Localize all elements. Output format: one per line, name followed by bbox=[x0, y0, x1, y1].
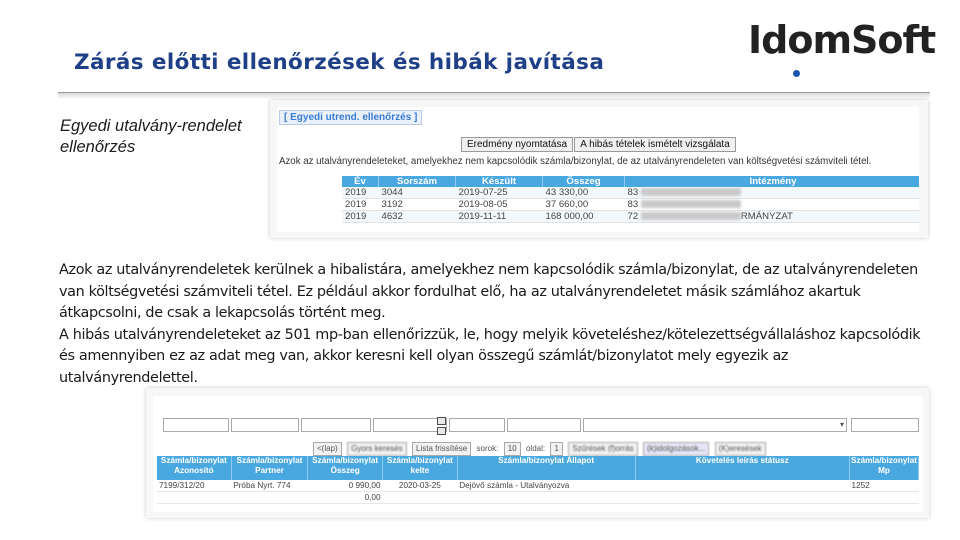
slide-title: Zárás előtti ellenőrzések és hibák javítása bbox=[74, 50, 605, 75]
table-row[interactable] bbox=[157, 492, 919, 504]
body-paragraph-1: Azok az utalványrendeletek kerülnek a hibalistára, amelyekhez nem kapcsolódik számla/bizonylat, de az utalványrendeleten van költségvetési számviteli tétel. Ez például akkor fordulhat elő, ha az utalványrendeletet másik számlához akartuk átkapcsolni, de csak a lekapcsolás történt meg. bbox=[59, 262, 918, 321]
filter-field-5[interactable] bbox=[449, 418, 505, 432]
cell-osszeg: 37 660,00 bbox=[543, 199, 625, 211]
cell-keszult: 2019-08-05 bbox=[456, 199, 543, 211]
cell-kelte: 2020-03-25 bbox=[383, 480, 458, 492]
redacted-text bbox=[641, 200, 741, 208]
column-header-osszeg[interactable]: Számla/bizonylat Összeg bbox=[308, 456, 383, 480]
cell-sorszam: 3044 bbox=[379, 187, 456, 199]
intezmeny-code: 72 bbox=[627, 211, 639, 222]
cell-azonosito: 7199/312/20 bbox=[157, 480, 231, 492]
cell-mp: 1252 bbox=[850, 480, 919, 492]
cell-kelte bbox=[383, 492, 458, 504]
invoice-table bbox=[157, 456, 919, 504]
options-button[interactable]: (k)idolgozások... bbox=[643, 442, 709, 456]
table-row[interactable] bbox=[342, 199, 919, 211]
searches-button[interactable]: (K)eresések bbox=[715, 442, 766, 456]
cell-osszeg: 168 000,00 bbox=[543, 211, 625, 223]
cell-ev: 2019 bbox=[342, 199, 379, 211]
table-row[interactable] bbox=[342, 211, 919, 223]
print-result-button[interactable]: Eredmény nyomtatása bbox=[461, 137, 573, 152]
column-header-mp[interactable]: Számla/bizonylat Mp bbox=[850, 456, 919, 480]
column-header-sorszam[interactable]: Sorszám bbox=[379, 176, 456, 187]
check-description: Azok az utalványrendeleteket, amelyekhez nem kapcsolódik számla/bizonylat, de az utalványrendeleten van költségvetési számviteli tétel. bbox=[279, 156, 872, 167]
column-header-allapot[interactable]: Számla/bizonylat Állapot bbox=[457, 456, 635, 480]
cell-osszeg: 0 990,00 bbox=[308, 480, 383, 492]
refresh-list-button[interactable]: Lista frissítése bbox=[412, 442, 471, 456]
filter-source-button[interactable]: Szűrések (f)orrás bbox=[568, 442, 637, 456]
cell-statusz bbox=[635, 480, 849, 492]
column-header-kelte[interactable]: Számla/bizonylat kelte bbox=[383, 456, 458, 480]
chevron-down-icon[interactable]: ▾ bbox=[839, 420, 844, 429]
filter-field-2[interactable] bbox=[231, 418, 299, 432]
section-subtitle: Egyedi utalvány-rendelet ellenőrzés bbox=[60, 117, 242, 156]
recheck-errors-button[interactable]: A hibás tételek ismételt vizsgálata bbox=[574, 137, 736, 152]
cell-sorszam: 4632 bbox=[379, 211, 456, 223]
logo-dot bbox=[793, 70, 800, 77]
table-row[interactable] bbox=[157, 480, 919, 492]
cell-intezmeny bbox=[625, 211, 920, 223]
cell-statusz bbox=[635, 492, 849, 504]
cell-osszeg: 0,00 bbox=[308, 492, 383, 504]
screenshot-check-panel bbox=[270, 100, 928, 238]
page-label: oldal: bbox=[525, 444, 546, 453]
intezmeny-suffix: RMÁNYZAT bbox=[740, 211, 793, 222]
cell-mp bbox=[850, 492, 919, 504]
body-paragraph-2: A hibás utalványrendeleteket az 501 mp-ban ellenőrizzük, le, hogy melyik követeléshez/kötelezettségvállaláshoz kapcsolódik és amennyiben ez az adat meg van, akkor keresni kell olyan összegű számlát/bizonylatot mely egyezik az utalványrendelettel. bbox=[59, 326, 921, 386]
column-header-partner[interactable]: Számla/bizonylat Partner bbox=[231, 456, 308, 480]
cell-azonosito bbox=[157, 492, 231, 504]
filter-dropdown[interactable] bbox=[583, 418, 847, 432]
screenshot-invoice-list bbox=[146, 388, 929, 518]
filter-field-1[interactable] bbox=[163, 418, 229, 432]
cell-intezmeny bbox=[625, 199, 920, 211]
prev-page-button[interactable]: <(lap) bbox=[313, 442, 342, 456]
column-header-ev[interactable]: Év bbox=[342, 176, 379, 187]
cell-ev: 2019 bbox=[342, 211, 379, 223]
panel-title-tab[interactable]: [ Egyedi utrend. ellenőrzés ] bbox=[279, 110, 422, 125]
rows-label: sorok: bbox=[476, 444, 499, 453]
column-header-intezmeny[interactable]: Intézmény bbox=[625, 176, 920, 187]
company-logo bbox=[748, 18, 938, 74]
title-divider-shadow bbox=[58, 93, 930, 99]
body-text bbox=[59, 260, 929, 389]
quick-search-input[interactable]: Gyors keresés bbox=[347, 442, 407, 456]
filter-field-6[interactable] bbox=[507, 418, 581, 432]
cell-allapot bbox=[457, 492, 635, 504]
cell-allapot: Dejövő számla - Utalványozva bbox=[457, 480, 635, 492]
intezmeny-code: 83 bbox=[627, 199, 639, 210]
column-header-osszeg[interactable]: Összeg bbox=[543, 176, 625, 187]
rows-select[interactable]: 10 bbox=[504, 442, 521, 456]
cell-sorszam: 3192 bbox=[379, 199, 456, 211]
calendar-icon[interactable] bbox=[437, 417, 446, 425]
column-header-azonosito[interactable]: Számla/bizonylat Azonosító bbox=[157, 456, 231, 480]
redacted-text bbox=[641, 212, 741, 220]
filter-field-7[interactable] bbox=[851, 418, 919, 432]
redacted-text bbox=[641, 188, 741, 196]
table-row[interactable] bbox=[342, 187, 919, 199]
intezmeny-code: 83 bbox=[627, 187, 639, 198]
calendar-icon[interactable] bbox=[437, 427, 446, 435]
column-header-keszult[interactable]: Készült bbox=[456, 176, 543, 187]
filter-field-3[interactable] bbox=[301, 418, 371, 432]
filter-field-4[interactable] bbox=[373, 418, 447, 432]
table-header-row bbox=[342, 176, 919, 187]
cell-osszeg: 43 330,00 bbox=[543, 187, 625, 199]
cell-keszult: 2019-11-11 bbox=[456, 211, 543, 223]
logo-text: IdomSoft bbox=[748, 18, 936, 62]
column-header-statusz[interactable]: Követelés leírás státusz bbox=[635, 456, 849, 480]
cell-partner bbox=[231, 492, 308, 504]
table-header-row bbox=[157, 456, 919, 480]
cell-partner: Próba Nyrt. 774 bbox=[231, 480, 308, 492]
list-filter-bar bbox=[313, 442, 769, 456]
error-list-table bbox=[342, 176, 919, 223]
cell-keszult: 2019-07-25 bbox=[456, 187, 543, 199]
cell-ev: 2019 bbox=[342, 187, 379, 199]
page-select[interactable]: 1 bbox=[550, 442, 562, 456]
cell-intezmeny bbox=[625, 187, 920, 199]
